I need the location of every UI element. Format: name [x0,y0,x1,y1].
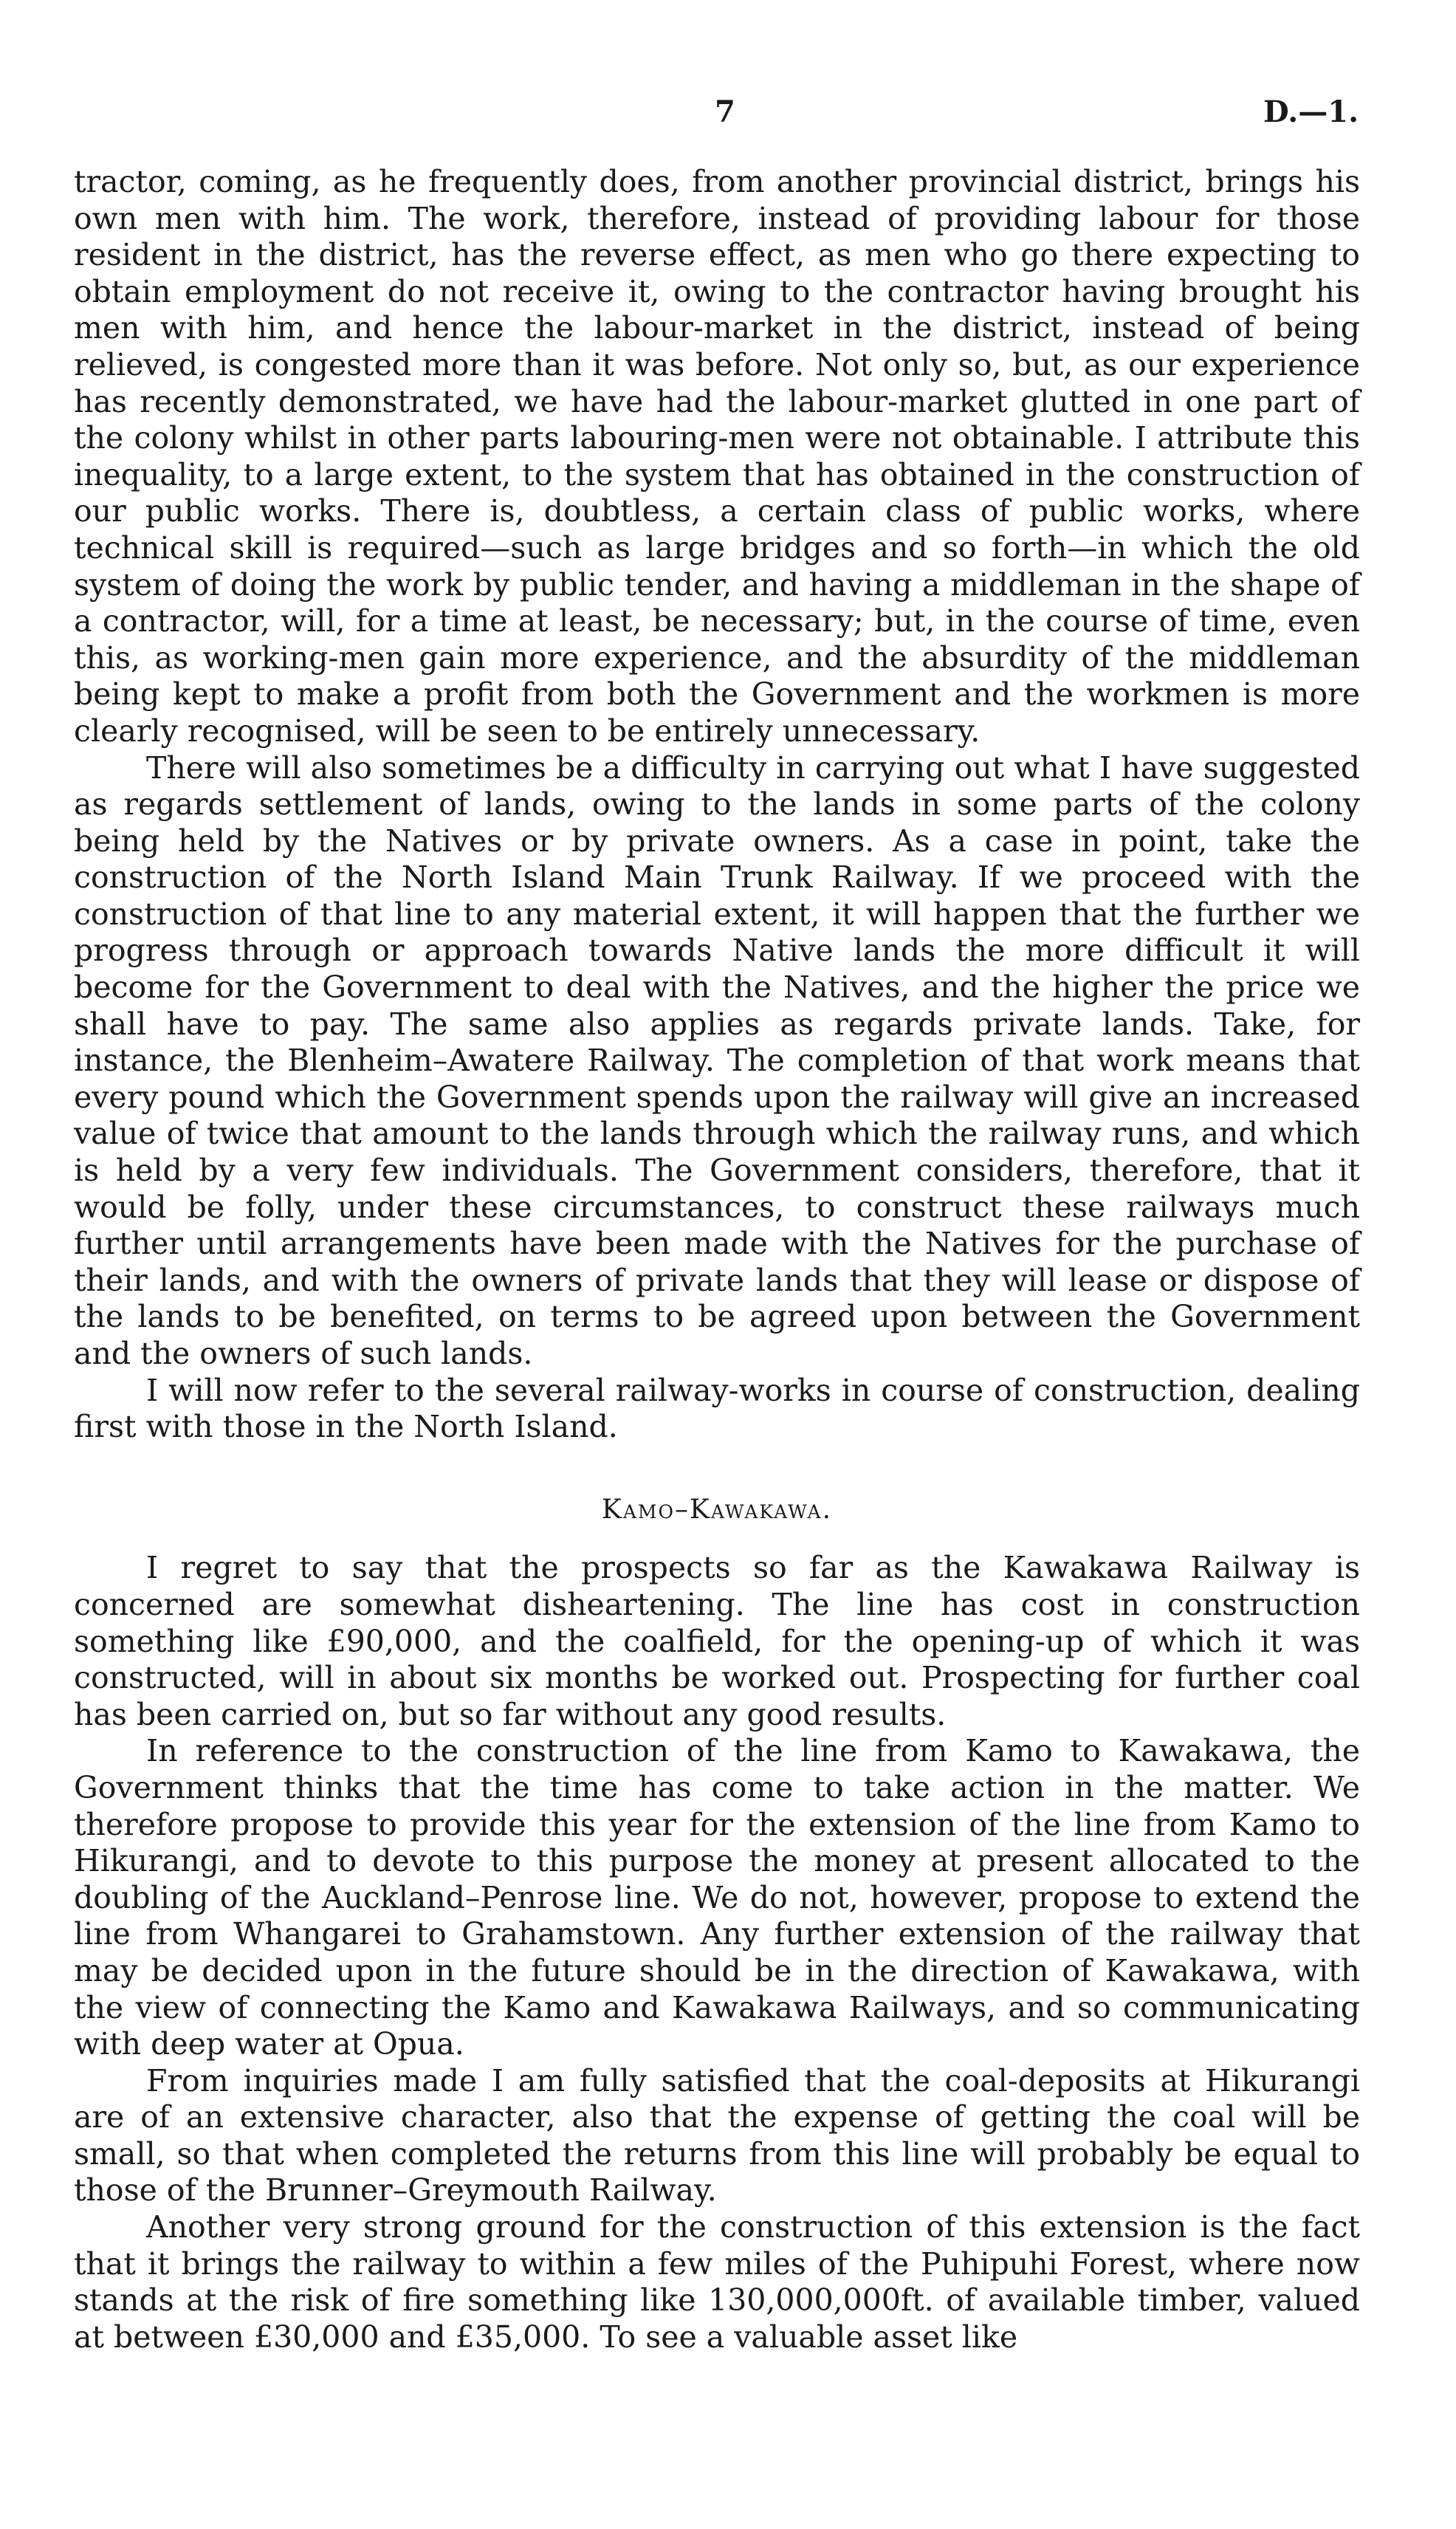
page-number: 7 [715,95,735,129]
paragraph: From inquiries made I am fully satisfied that the coal-deposits at Hikurangi are of an extensive character, also that the expense of getting the coal will be small, so that when completed the returns from this line will probably be equal to those of the Brunner–Greymouth Railway. [74,2062,1360,2209]
document-reference: D.—1. [1263,95,1359,129]
paragraph: tractor, coming, as he frequently does, from another provincial district, brings his own men with him. The work, therefore, instead of providing labour for those resident in the district, has the reverse effect, as men who go there expecting to obtain employment do not receive it, owing to the contractor having brought his men with him, and hence the labour-market in the district, instead of being relieved, is congested more than it was before. Not only so, but, as our experience has recently demonstrated, we have had the labour-market glutted in one part of the colony whilst in other parts labouring-men were not obtainable. I attribute this inequality, to a large extent, to the system that has obtained in the construction of our public works. There is, doubtless, a certain class of public works, where technical skill is required—such as large bridges and so forth—in which the old system of doing the work by public tender, and having a middleman in the shape of a contractor, will, for a time at least, be necessary; but, in the course of time, even this, as working-men gain more experience, and the absurdity of the middleman being kept to make a profit from both the Government and the workmen is more clearly recognised, will be seen to be entirely unnecessary. [74,164,1360,749]
paragraph: There will also sometimes be a difficulty in carrying out what I have suggested as regards settlement of lands, owing to the lands in some parts of the colony being held by the Natives or by private owners. As a case in point, take the construction of the North Island Main Trunk Railway. If we proceed with the construction of that line to any material extent, it will happen that the further we progress through or approach towards Native lands the more difficult it will become for the Government to deal with the Natives, and the higher the price we shall have to pay. The same also applies as regards private lands. Take, for instance, the Blenheim–Awatere Railway. The completion of that work means that every pound which the Government spends upon the railway will give an increased value of twice that amount to the lands through which the railway runs, and which is held by a very few individuals. The Government considers, therefore, that it would be folly, under these circumstances, to construct these railways much further until arrangements have been made with the Natives for the purchase of their lands, and with the owners of private lands that they will lease or dispose of the lands to be benefited, on terms to be agreed upon between the Government and the owners of such lands. [74,749,1360,1371]
paragraph: Another very strong ground for the construction of this extension is the fact that it brings the railway to within a few miles of the Puhipuhi Forest, where now stands at the risk of fire something like 130,000,000ft. of available timber, valued at between £30,000 and £35,000. To see a valuable asset like [74,2209,1360,2355]
body-text [74,164,1360,2355]
paragraph: I will now refer to the several railway-works in course of construction, dealing first with those in the North Island. [74,1372,1360,1445]
page-header [0,95,1456,139]
paragraph: I regret to say that the prospects so far as the Kawakawa Railway is concerned are somewhat disheartening. The line has cost in construction something like £90,000, and the coalfield, for the opening-up of which it was constructed, will in about six months be worked out. Prospecting for further coal has been carried on, but so far without any good results. [74,1550,1360,1732]
section-heading: Kamo–Kawakawa. [601,1494,833,1525]
paragraph: In reference to the construction of the line from Kamo to Kawakawa, the Government thinks that the time has come to take action in the matter. We therefore propose to provide this year for the extension of the line from Kamo to Hikurangi, and to devote to this purpose the money at present allocated to the doubling of the Auckland–Penrose line. We do not, however, propose to extend the line from Whangarei to Grahamstown. Any further extension of the railway that may be decided upon in the future should be in the direction of Kawakawa, with the view of connecting the Kamo and Kawakawa Railways, and so communicating with deep water at Opua. [74,1733,1360,2062]
